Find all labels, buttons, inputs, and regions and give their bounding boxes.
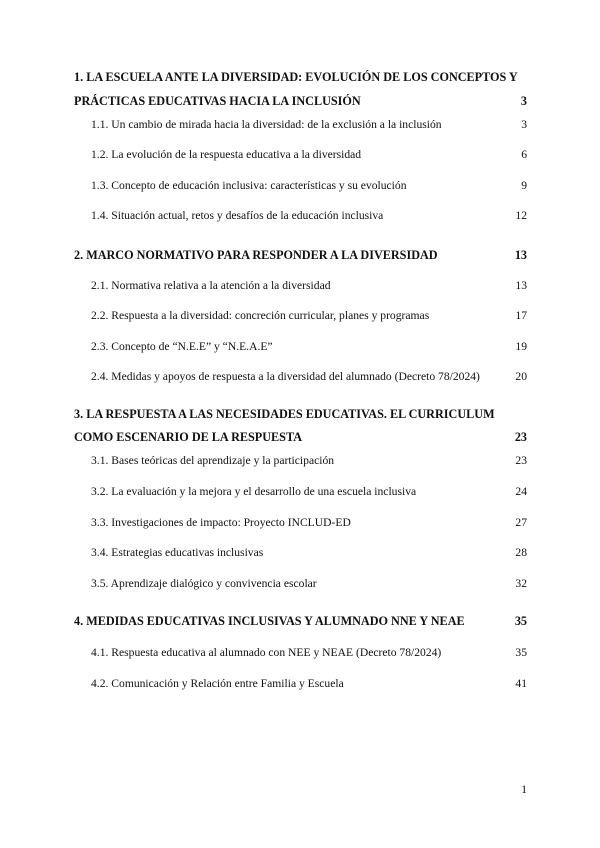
toc-item-page: 24 (515, 485, 527, 498)
toc-item-title: 1.1. Un cambio de mirada hacia la diversidad: de la exclusión a la inclusión (91, 118, 442, 131)
toc-item-page: 35 (515, 646, 527, 659)
toc-section-3-title-line-1: 3. LA RESPUESTA A LAS NECESIDADES EDUCATIVAS. EL CURRICULUM (74, 407, 495, 421)
toc-item-title: 3.2. La evaluación y la mejora y el desarrollo de una escuela inclusiva (91, 485, 417, 498)
toc-item-page: 13 (515, 279, 527, 292)
toc-item-page: 12 (515, 209, 527, 222)
toc-item-page: 32 (515, 577, 527, 590)
toc-item-title: 2.4. Medidas y apoyos de respuesta a la diversidad del alumnado (Decreto 78/2024) (91, 370, 480, 383)
toc-item-title: 1.2. La evolución de la respuesta educativa a la diversidad (91, 148, 362, 161)
toc-item-title: 1.3. Concepto de educación inclusiva: características y su evolución (91, 179, 407, 192)
toc-item-page: 41 (515, 677, 527, 690)
toc-item-page: 9 (521, 179, 527, 192)
toc-item-title: 4.2. Comunicación y Relación entre Familia y Escuela (91, 677, 344, 690)
toc-item-page: 20 (515, 370, 527, 383)
toc-section-4-page: 35 (514, 614, 527, 628)
toc-section-3-page: 23 (514, 430, 527, 444)
toc-section-2-title: 2. MARCO NORMATIVO PARA RESPONDER A LA DIVERSIDAD (74, 248, 438, 262)
toc-item-page: 6 (521, 148, 527, 161)
toc-item-page: 23 (515, 454, 527, 467)
toc-section-4-title: 4. MEDIDAS EDUCATIVAS INCLUSIVAS Y ALUMNADO NNE Y NEAE (74, 614, 465, 628)
toc-item-title: 2.3. Concepto de “N.E.E” y “N.E.A.E” (91, 340, 273, 353)
toc-section-1-title-line-1: 1. LA ESCUELA ANTE LA DIVERSIDAD: EVOLUCIÓN DE LOS CONCEPTOS Y (74, 70, 518, 84)
toc-item-page: 17 (515, 309, 527, 322)
page-number: 1 (521, 784, 527, 796)
toc-item-title: 4.1. Respuesta educativa al alumnado con NEE y NEAE (Decreto 78/2024) (91, 646, 442, 659)
toc-section-3-title-line-2: COMO ESCENARIO DE LA RESPUESTA (74, 430, 302, 444)
toc-item-title: 2.1. Normativa relativa a la atención a la diversidad (91, 279, 331, 292)
toc-item-page: 19 (515, 340, 527, 353)
toc-item-title: 3.3. Investigaciones de impacto: Proyecto INCLUD-ED (91, 516, 351, 529)
toc-section-1-page: 3 (520, 94, 527, 108)
toc-section-2-page: 13 (514, 248, 527, 262)
toc-item-page: 27 (515, 516, 527, 529)
toc-section-1-title-line-2: PRÁCTICAS EDUCATIVAS HACIA LA INCLUSIÓN (74, 94, 361, 108)
toc-item-page: 3 (521, 118, 527, 131)
toc-item-title: 3.4. Estrategias educativas inclusivas (91, 546, 264, 559)
toc-item-title: 2.2. Respuesta a la diversidad: concreción curricular, planes y programas (91, 309, 430, 322)
toc-item-title: 3.1. Bases teóricas del aprendizaje y la participación (91, 454, 335, 467)
toc-item-title: 3.5. Aprendizaje dialógico y convivencia escolar (91, 577, 317, 590)
toc-item-title: 1.4. Situación actual, retos y desafíos de la educación inclusiva (91, 209, 384, 222)
toc-item-page: 28 (515, 546, 527, 559)
